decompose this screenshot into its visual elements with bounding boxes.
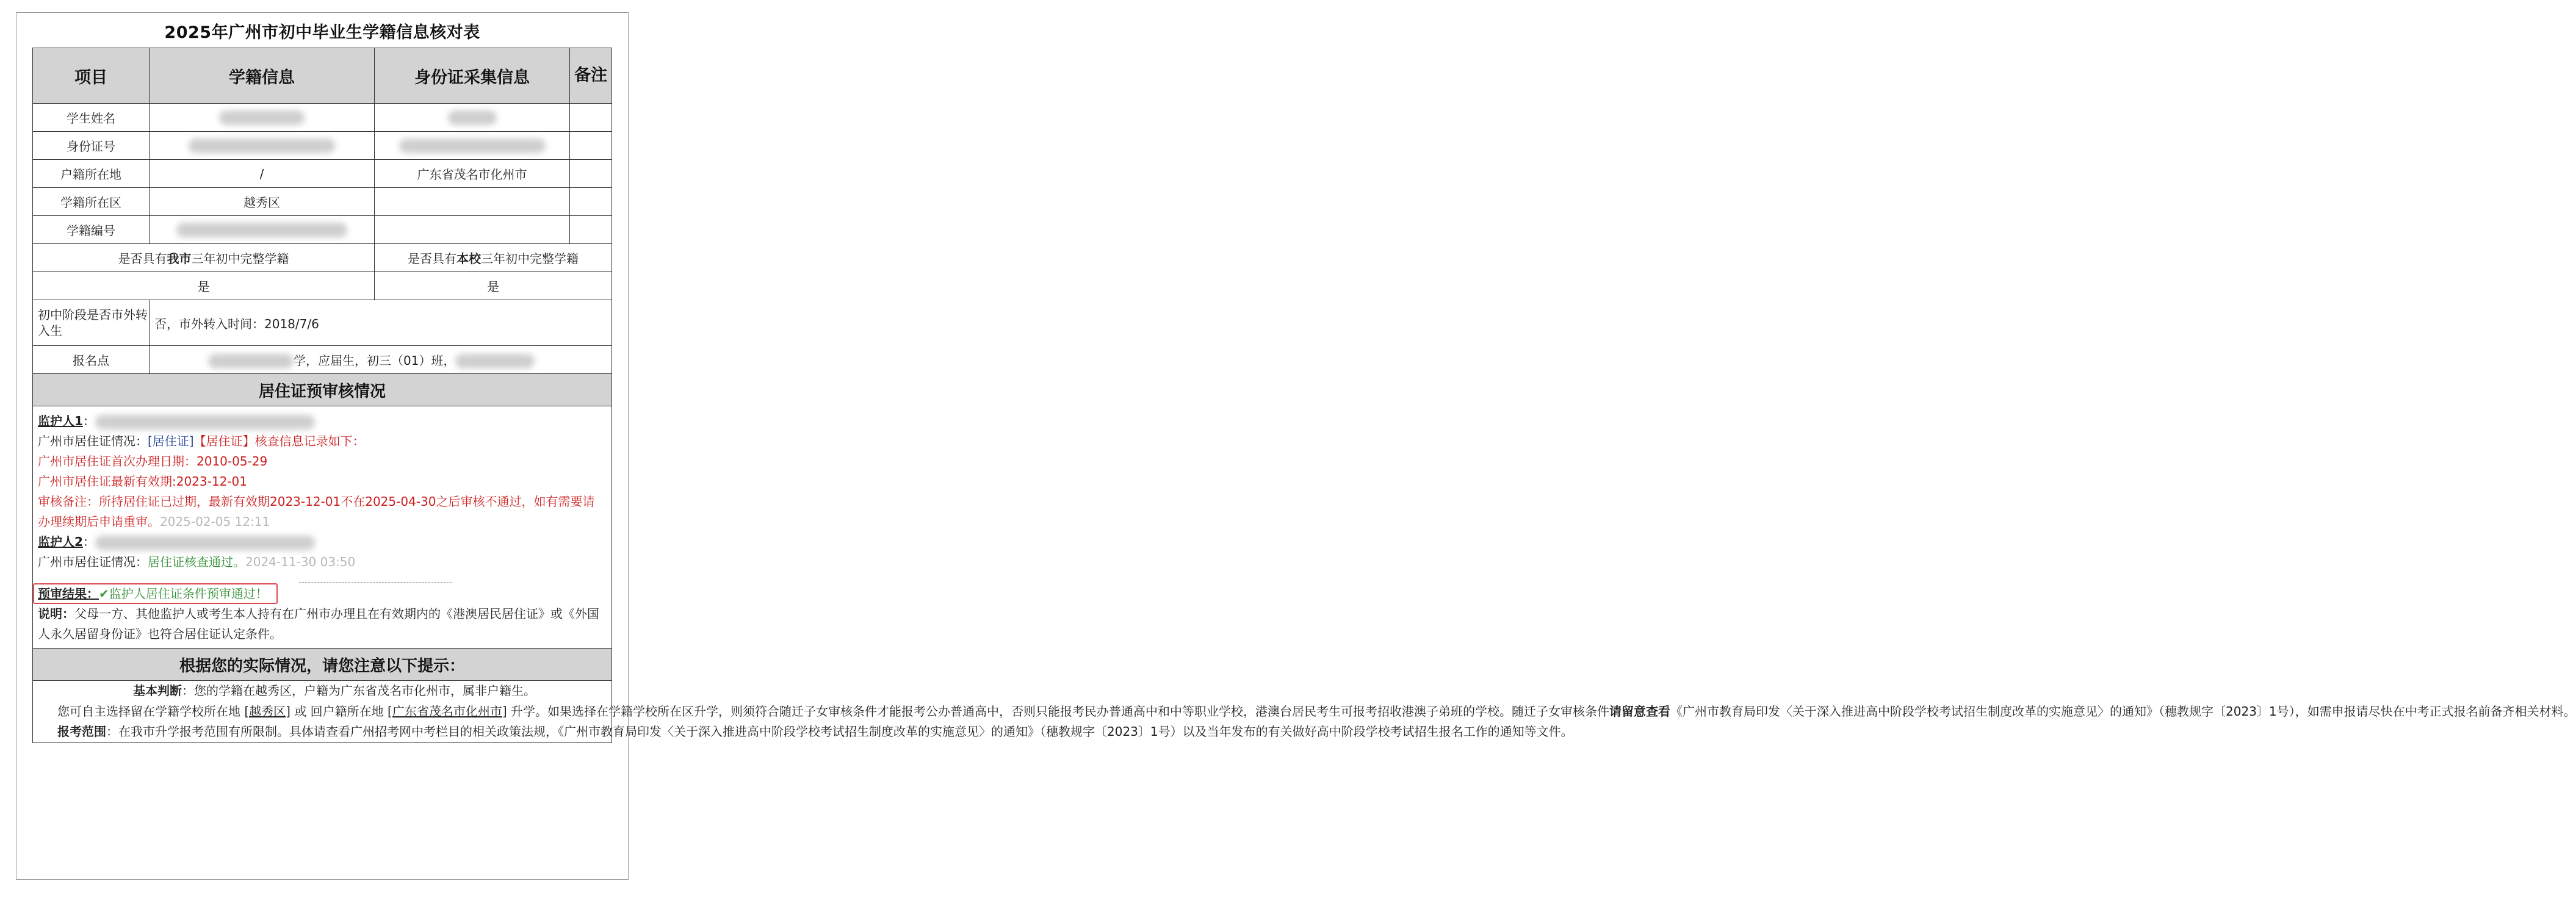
- table-row: [33, 132, 612, 160]
- table-row: [33, 160, 612, 188]
- remark-cell: [570, 160, 612, 188]
- header-school-record: 学籍信息: [150, 48, 375, 104]
- hukou-school-value: /: [150, 160, 375, 188]
- record-no-id-value: [375, 216, 570, 244]
- info-table: [32, 48, 2576, 743]
- redacted-record-no: [150, 216, 375, 244]
- guardian2-line: 监护人2：: [38, 532, 607, 552]
- residence-panel: [33, 406, 612, 649]
- tips-choice: 您可自主选择留在学籍学校所在地 [越秀区] 或 回户籍所在地 [广东省茂名市化州市] 升学。如果选择在学籍学校所在区升学，则须符合随迁子女审核条件才能报考公办普通高中，否则只能报考民办普通高中和中等职业学校，港澳台居民考生可报考招收港澳子弟班的学校。随迁子女审核条件请留意查看《广州市教育局印发〈关于深入推进高中阶段学校考试招生制度改革的实施意见〉的通知》（穗教规字〔2023〕1号），如需申报请尽快在中考正式报名前备齐相关材料。: [57, 703, 2576, 719]
- row-label-id-number: 身份证号: [33, 132, 150, 160]
- residence-note: 说明：父母一方、其他监护人或考生本人持有在广州市办理且在有效期内的《港澳居民居住证》或《外国人永久居留身份证》也符合居住证认定条件。: [38, 606, 599, 641]
- district-school-value: 越秀区: [150, 188, 375, 216]
- check-icon: ✔: [99, 586, 109, 601]
- question-row: [33, 244, 612, 272]
- tips-panel: [33, 681, 2576, 743]
- tips-section-header: [33, 649, 612, 681]
- redacted-id-number: [150, 132, 375, 160]
- remark-cell: [570, 216, 612, 244]
- row-label-transfer: 初中阶段是否市外转入生: [33, 300, 150, 346]
- guardian1-status: 广州市居住证情况：[居住证]【居住证】核查信息记录如下：: [38, 434, 365, 448]
- page-title: 2025年广州市初中毕业生学籍信息核对表: [164, 23, 480, 42]
- table-row: [33, 300, 612, 346]
- answer-row: [33, 272, 612, 300]
- dashed-divider: [299, 582, 452, 583]
- latest-valid-date: 广州市居住证最新有效期:2023-12-01: [38, 474, 247, 489]
- first-issue-date: 广州市居住证首次办理日期：2010-05-29: [38, 454, 268, 469]
- row-label-name: 学生姓名: [33, 104, 150, 132]
- tips-basic-judgment: 基本判断：您的学籍在越秀区，户籍为广东省茂名市化州市，属非户籍生。: [133, 683, 536, 698]
- row-label-registration: 报名点: [33, 346, 150, 374]
- residence-panel-row: [33, 406, 612, 649]
- redacted-name: [150, 104, 375, 132]
- table-header-row: [33, 48, 612, 104]
- tips-panel-row: [33, 681, 612, 743]
- hukou-id-value: 广东省茂名市化州市: [375, 160, 570, 188]
- remark-cell: [570, 188, 612, 216]
- remark-cell: [570, 132, 612, 160]
- form-sheet: [16, 12, 2576, 880]
- residence-section-header: [33, 374, 612, 406]
- audit-note: 审核备注：所持居住证已过期，最新有效期2023-12-01不在2025-04-30之后审核不通过，如有需要请办理续期后申请重审。2025-02-05 12:11: [38, 494, 595, 529]
- row-label-district: 学籍所在区: [33, 188, 150, 216]
- guardian1-line: 监护人1：: [38, 411, 607, 431]
- answer-school: 是: [375, 272, 612, 300]
- guardian2-status: 广州市居住证情况：居住证核查通过。2024-11-30 03:50: [38, 555, 356, 569]
- header-item: 项目: [33, 48, 150, 104]
- header-id-info: 身份证采集信息: [375, 48, 570, 104]
- residence-section-title: 居住证预审核情况: [33, 374, 612, 406]
- table-row: [33, 346, 612, 374]
- tips-section-title: 根据您的实际情况，请您注意以下提示：: [33, 649, 612, 681]
- table-row: [33, 104, 612, 132]
- row-label-record-no: 学籍编号: [33, 216, 150, 244]
- redacted-id-name: [375, 104, 570, 132]
- row-label-hukou: 户籍所在地: [33, 160, 150, 188]
- transfer-value: 否，市外转入时间：2018/7/6: [150, 300, 612, 346]
- question-school: 是否具有本校三年初中完整学籍: [375, 244, 612, 272]
- registration-value: 学，应届生，初三（01）班，: [150, 346, 612, 374]
- district-id-value: [375, 188, 570, 216]
- header-remark: 备注: [570, 48, 612, 104]
- table-row: [33, 216, 612, 244]
- prereview-result: 预审结果：✔监护人居住证条件预审通过！: [33, 583, 278, 604]
- table-row: [33, 188, 612, 216]
- remark-cell: [570, 104, 612, 132]
- tips-scope: 报考范围：在我市升学报考范围有所限制。具体请查看广州招考网中考栏目的相关政策法规，《广州市教育局印发〈关于深入推进高中阶段学校考试招生制度改革的实施意见〉的通知》（穗教规字〔2023〕1号）以及当年发布的有关做好高中阶段学校考试招生报名工作的通知等文件。: [57, 724, 1573, 739]
- question-city: 是否具有我市三年初中完整学籍: [33, 244, 375, 272]
- answer-city: 是: [33, 272, 375, 300]
- redacted-id-number-2: [375, 132, 570, 160]
